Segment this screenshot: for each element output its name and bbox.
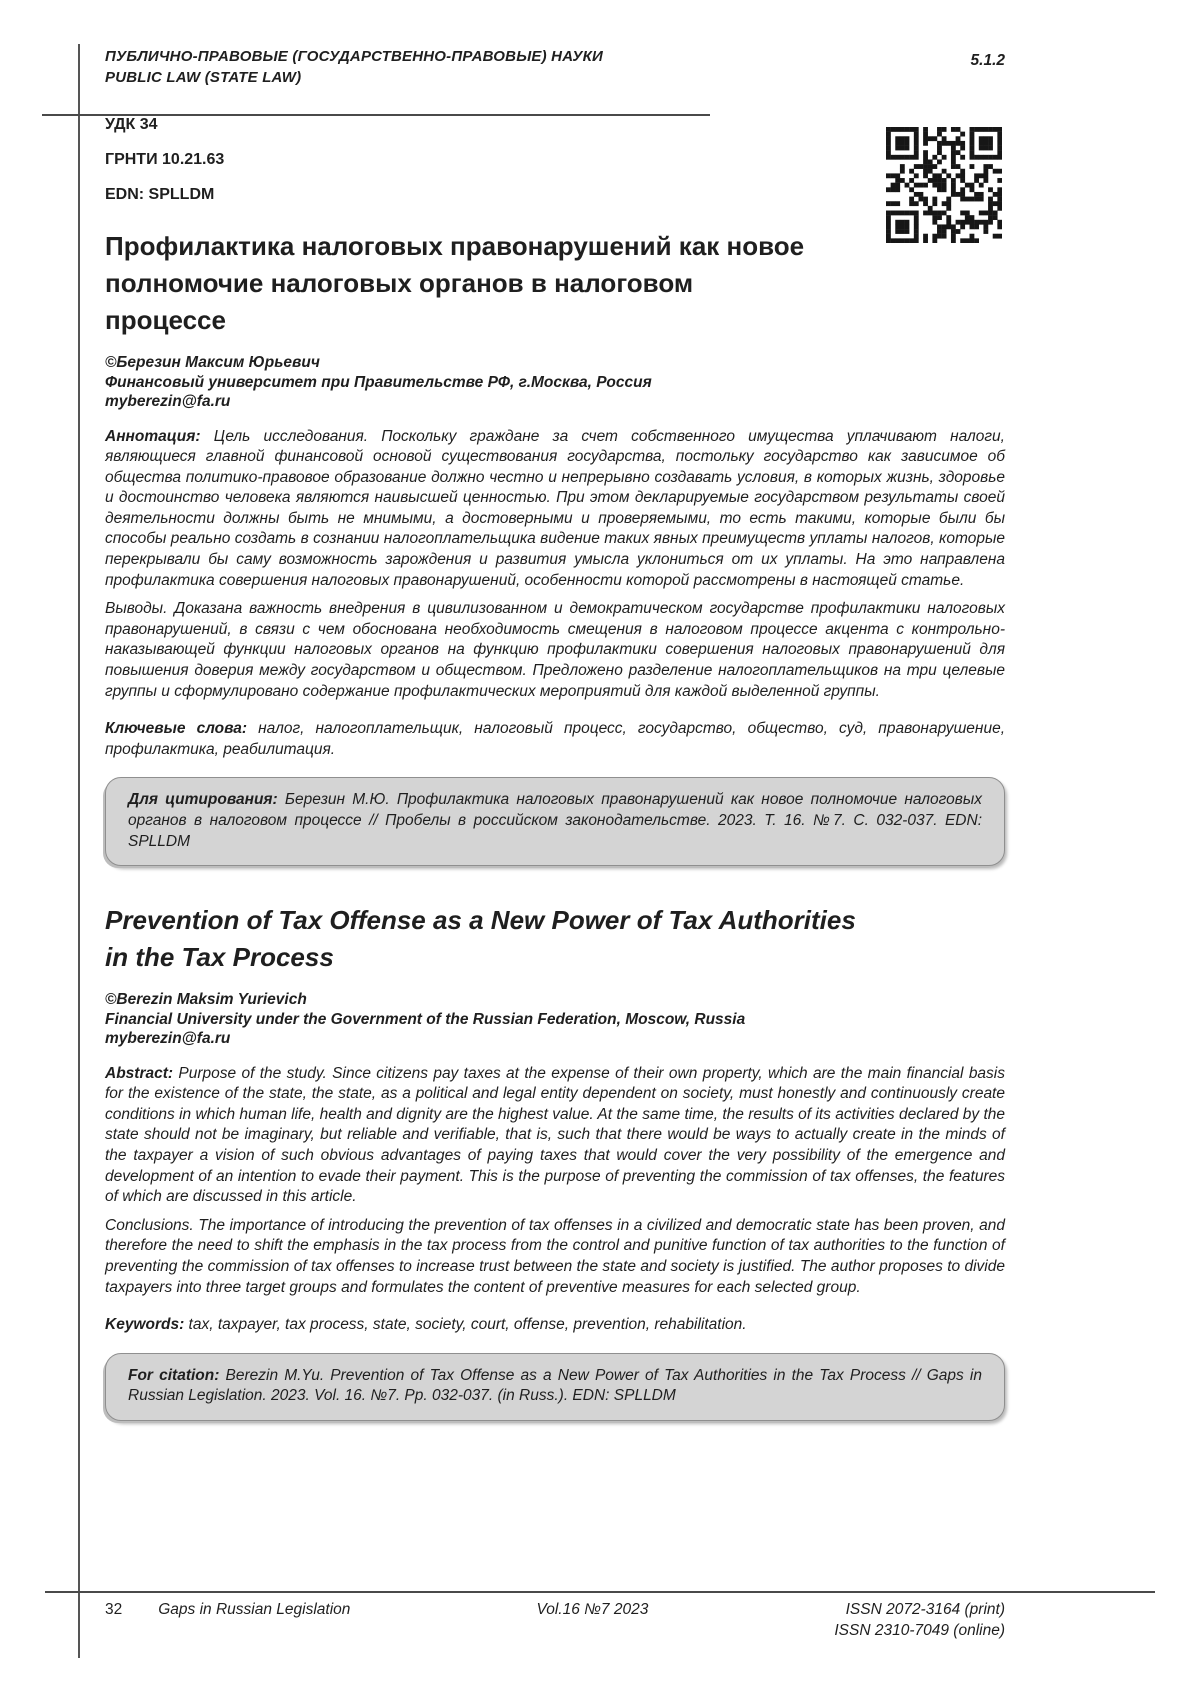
citation-ru [128, 790, 982, 852]
keywords-en [105, 1315, 1005, 1336]
footer-left [105, 1599, 350, 1641]
author-affiliation-ru: Финансовый университет при Правительстве РФ, г.Москва, Россия [105, 373, 652, 391]
abstract-en-text: Purpose of the study. Since citizens pay taxes at the expense of their own property, which are the main financial basis for the existence of the state, the state, as a political and legal entity dependent on society, must honestly and continuously create conditions in which human life, health and dignity are the highest value. At the same time, the results of its activities declared by the state should not be imaginary, but reliable and verifiable, that is, such that there would be ways to actually create in the minds of the taxpayer a vision of such obvious advantages of paying taxes that would cover the very possibility of the emergence and development of an intention to evade their payment. This is the purpose of preventing the commission of tax offenses, the features of which are discussed in this article. [105, 1064, 1005, 1206]
issn-online: ISSN 2310-7049 (online) [834, 1622, 1005, 1639]
footer-right [834, 1599, 1005, 1641]
author-name-ru: ©Березин Максим Юрьевич [105, 354, 320, 371]
author-email-ru: myberezin@fa.ru [105, 393, 231, 410]
keywords-ru-text: налог, налогоплательщик, налоговый процесс, государство, общество, суд, правонарушение, профилактика, реабилитация. [105, 720, 1006, 758]
keywords-ru-label: Ключевые слова: [105, 720, 248, 738]
citation-box-en [105, 1353, 1005, 1421]
citation-en-label: For citation: [128, 1366, 220, 1384]
citation-ru-label: Для цитирования: [128, 791, 278, 809]
qr-code-image [886, 127, 1002, 243]
issn-print: ISSN 2072-3164 (print) [845, 1601, 1005, 1618]
abstract-ru [105, 427, 1005, 592]
citation-en-text: Berezin M.Yu. Prevention of Tax Offense as a New Power of Tax Authorities in the Tax Process // Gaps in Russian Legislation. 2023. Vol. 16. №7. Pp. 032-037. (in Russ.). EDN: SPLLDM [128, 1366, 982, 1405]
footer-divider-rule [45, 1591, 1155, 1593]
udk-code: УДК 34 [105, 116, 158, 133]
keywords-en-label: Keywords: [105, 1316, 185, 1334]
citation-ru-text: Березин М.Ю. Профилактика налоговых правонарушений как новое полномочие налоговых органов в налоговом процессе // Пробелы в российском законодательстве. 2023. Т. 16. №7. С. 032-037. EDN: SPLLDM [128, 791, 982, 850]
section-code: 5.1.2 [970, 52, 1005, 69]
author-email-en: myberezin@fa.ru [105, 1030, 231, 1048]
rubric-title-ru: ПУБЛИЧНО-ПРАВОВЫЕ (ГОСУДАРСТВЕННО-ПРАВОВЫЕ) НАУКИ [105, 48, 604, 65]
author-affiliation-en: Financial University under the Government of the Russian Federation, Moscow, Russia [105, 1010, 746, 1028]
citation-en [128, 1366, 982, 1407]
page-content [105, 0, 1005, 1421]
volume-issue: Vol.16 №7 2023 [536, 1601, 649, 1618]
journal-name: Gaps in Russian Legislation [158, 1601, 351, 1618]
abstract-ru-text: Цель исследования. Поскольку граждане за счет собственного имущества уплачивают налоги, являющиеся главной финансовой основой существования государства, постольку государство как зависимое об общества политико-правовое образование должно честно и непрерывно создавать условия, в которых жизнь, здоровье и достоинство человека являются наивысшей ценностью. При этом декларируемые государством результаты своей деятельности должны быть не мнимыми, а достоверными и проверяемыми, то есть такими, которые были бы способы реально создать в сознании налогоплательщика видение таких явных преимуществ уплаты налогов, которые перекрывали бы саму возможность зарождения и развития умысла уклониться от их уплаты. На это направлена профилактика совершения налоговых правонарушений, особенности которой рассмотрены в настоящей статье. [105, 427, 1005, 589]
keywords-en-text: tax, taxpayer, tax process, state, society, court, offense, prevention, rehabilitation. [184, 1316, 747, 1334]
left-margin-rule [78, 44, 80, 1658]
keywords-ru [105, 719, 1005, 760]
rubric-header [105, 0, 1005, 88]
page-footer [105, 1599, 1005, 1641]
author-block-en [105, 990, 1005, 1049]
article-title-ru: Профилактика налоговых правонарушений как новое полномочие налоговых органов в налоговом процессе [105, 231, 805, 335]
header-divider-rule [42, 114, 710, 116]
abstract-en [105, 1064, 1005, 1208]
author-block-ru [105, 353, 1005, 412]
abstract-en-label: Abstract: [105, 1064, 174, 1082]
grnti-code: ГРНТИ 10.21.63 [105, 151, 225, 168]
edn-code: EDN: SPLLDM [105, 186, 215, 203]
author-name-en: ©Berezin Maksim Yurievich [105, 991, 307, 1009]
abstract-ru-label: Аннотация: [105, 427, 201, 445]
article-meta [105, 114, 1005, 206]
conclusions-en: Conclusions. The importance of introducing the prevention of tax offenses in a civilized and democratic state has been proven, and therefore the need to shift the emphasis in the tax process from the control and punitive function of tax authorities to the function of preventing the commission of tax offenses to increase trust between the state and society is justified. The author proposes to divide taxpayers into three target groups and formulates the content of preventive measures for each selected group. [105, 1216, 1005, 1296]
rubric-title-en: PUBLIC LAW (STATE LAW) [105, 69, 302, 86]
citation-box-ru [105, 777, 1005, 866]
page-number: 32 [105, 1601, 123, 1618]
article-title-en: Prevention of Tax Offense as a New Power of Tax Authorities in the Tax Process [105, 905, 856, 973]
conclusions-ru: Выводы. Доказана важность внедрения в цивилизованном и демократическом государстве профилактики налоговых правонарушений, в связи с чем обоснована необходимость смещения в налоговом процессе акцента с контрольно-наказывающей функции налоговых органов на функцию профилактики совершения налоговых правонарушений для повышения доверия между государством и обществом. Предложено разделение налогоплательщиков на три целевые группы и сформулировано содержание профилактических мероприятий для каждой выделенной группы. [105, 600, 1005, 700]
